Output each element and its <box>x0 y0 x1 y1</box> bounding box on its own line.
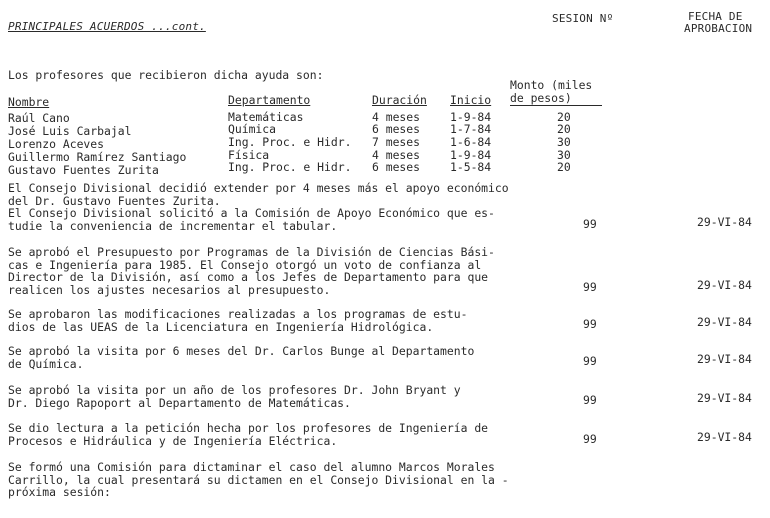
cell-departamento: Ing. Proc. e Hidr. <box>228 135 352 149</box>
cell-duracion: 7 meses <box>372 135 421 149</box>
col-header-duracion: Duración <box>372 93 427 107</box>
agreement-sesion: 99 <box>583 354 597 368</box>
agreement-sesion: 99 <box>583 280 597 294</box>
col-header-departamento: Departamento <box>228 93 311 107</box>
cell-nombre: Raúl Cano <box>8 111 70 125</box>
col-header-inicio: Inicio <box>450 93 492 107</box>
agreement-text: Se aprobaron las modificaciones realizadas a los programas de estu- dios de las UEAS de la Licenciatura en Ingeniería Hidrológica. <box>8 307 468 334</box>
cell-departamento: Ing. Proc. e Hidr. <box>228 160 352 174</box>
agreement-sesion: 99 <box>583 317 597 331</box>
col-header-nombre: Nombre <box>8 95 50 109</box>
cell-departamento: Física <box>228 148 270 162</box>
intro-text: Los profesores que recibieron dicha ayuda son: <box>8 68 324 82</box>
cell-monto: 20 <box>557 122 571 136</box>
page-title: PRINCIPALES ACUERDOS ...cont. <box>8 20 206 33</box>
cell-nombre: Gustavo Fuentes Zurita <box>8 163 159 177</box>
cell-inicio: 1-9-84 <box>450 110 492 124</box>
cell-nombre: Lorenzo Aceves <box>8 137 105 151</box>
agreement-text: El Consejo Divisional decidió extender por 4 meses más el apoyo económico del Dr. Gustavo Fuentes Zurita. El Consejo Divisional solicitó a la Comisión de Apoyo Económico que es- tudie la conveniencia de incrementar el tabular. <box>8 181 509 233</box>
cell-departamento: Matemáticas <box>228 110 304 124</box>
cell-monto: 20 <box>557 110 571 124</box>
agreement-fecha: 29-VI-84 <box>697 391 752 405</box>
cell-duracion: 4 meses <box>372 148 421 162</box>
agreement-sesion: 99 <box>583 217 597 231</box>
cell-monto: 30 <box>557 135 571 149</box>
agreement-sesion: 99 <box>583 393 597 407</box>
agreement-fecha: 29-VI-84 <box>697 430 752 444</box>
cell-duracion: 6 meses <box>372 122 421 136</box>
cell-inicio: 1-9-84 <box>450 148 492 162</box>
aprobacion-column-label: APROBACION <box>684 22 753 35</box>
fecha-column-label: FECHA DE <box>688 10 743 23</box>
cell-departamento: Química <box>228 122 277 136</box>
cell-monto: 30 <box>557 148 571 162</box>
agreement-fecha: 29-VI-84 <box>697 278 752 292</box>
monto-header-line1: Monto (miles <box>510 78 593 92</box>
cell-inicio: 1-6-84 <box>450 135 492 149</box>
col-header-monto: de pesos) <box>510 91 602 106</box>
sesion-column-label: SESION Nº <box>552 12 614 25</box>
cell-duracion: 6 meses <box>372 160 421 174</box>
cell-duracion: 4 meses <box>372 110 421 124</box>
agreement-sesion: 99 <box>583 432 597 446</box>
agreement-fecha: 29-VI-84 <box>697 315 752 329</box>
agreement-fecha: 29-VI-84 <box>697 352 752 366</box>
agreement-text: Se formó una Comisión para dictaminar el caso del alumno Marcos Morales Carrillo, la cual presentará su dictamen en el Consejo Divisional en la - próxima sesión: <box>8 460 509 500</box>
agreement-text: Se dio lectura a la petición hecha por los profesores de Ingeniería de Procesos e Hidráulica y de Ingeniería Eléctrica. <box>8 421 489 448</box>
agreement-text: Se aprobó la visita por 6 meses del Dr. Carlos Bunge al Departamento de Química. <box>8 344 475 371</box>
cell-inicio: 1-7-84 <box>450 122 492 136</box>
agreement-text: Se aprobó el Presupuesto por Programas de la División de Ciencias Bási- cas e Ingeniería para 1985. El Consejo otorgó un voto de confianza al Director de la División, así como a los Jefes de Departamento para que realicen los ajustes necesarios al presupuesto. <box>8 245 495 297</box>
cell-inicio: 1-5-84 <box>450 160 492 174</box>
agreement-text: Se aprobó la visita por un año de los profesores Dr. John Bryant y Dr. Diego Rapoport al Departamento de Matemáticas. <box>8 383 461 410</box>
cell-monto: 20 <box>557 160 571 174</box>
cell-nombre: Guillermo Ramírez Santiago <box>8 150 187 164</box>
cell-nombre: José Luis Carbajal <box>8 124 132 138</box>
agreement-fecha: 29-VI-84 <box>697 215 752 229</box>
